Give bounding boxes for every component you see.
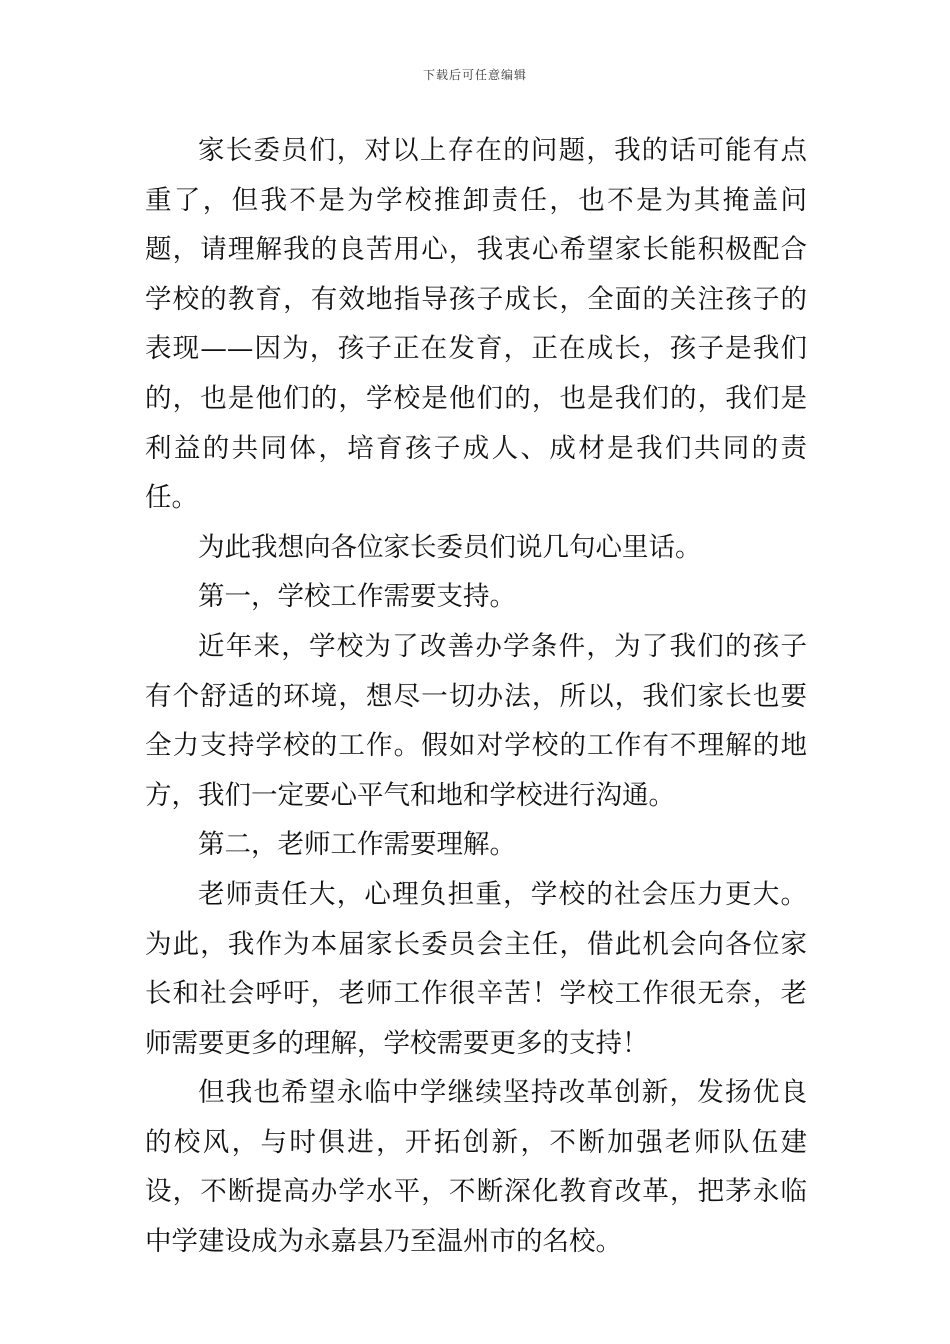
document-body — [145, 126, 807, 1267]
paragraph-point-two-body: 老师责任大，心理负担重，学校的社会压力更大。为此，我作为本届家长委员会主任，借此机会向各位家长和社会呼吁，老师工作很辛苦！学校工作很无奈，老师需要更多的理解，学校需要更多的支持！ — [145, 878, 807, 1059]
paragraph-point-two-heading: 第二，老师工作需要理解。 — [198, 829, 516, 861]
paragraph-closing-hope: 但我也希望永临中学继续坚持改革创新，发扬优良的校风，与时俱进，开拓创新，不断加强老师队伍建设，不断提高办学水平，不断深化教育改革，把茅永临中学建设成为永嘉县乃至温州市的名校。 — [145, 1077, 807, 1258]
paragraph-heartfelt-words: 为此我想向各位家长委员们说几句心里话。 — [198, 531, 702, 563]
paragraph-point-one-body: 近年来，学校为了改善办学条件，为了我们的孩子有个舒适的环境，想尽一切办法，所以，我们家长也要全力支持学校的工作。假如对学校的工作有不理解的地方，我们一定要心平气和地和学校进行沟通。 — [145, 630, 807, 811]
paragraph-point-one-heading: 第一，学校工作需要支持。 — [198, 581, 516, 613]
page-header: 下载后可任意编辑 — [422, 68, 527, 82]
paragraph-responsibility: 家长委员们，对以上存在的问题，我的话可能有点重了，但我不是为学校推卸责任，也不是为其掩盖问题，请理解我的良苦用心，我衷心希望家长能积极配合学校的教育，有效地指导孩子成长，全面的关注孩子的表现——因为，孩子正在发育，正在成长，孩子是我们的，也是他们的，学校是他们的，也是我们的，我们是利益的共同体，培育孩子成人、成材是我们共同的责任。 — [145, 135, 807, 514]
